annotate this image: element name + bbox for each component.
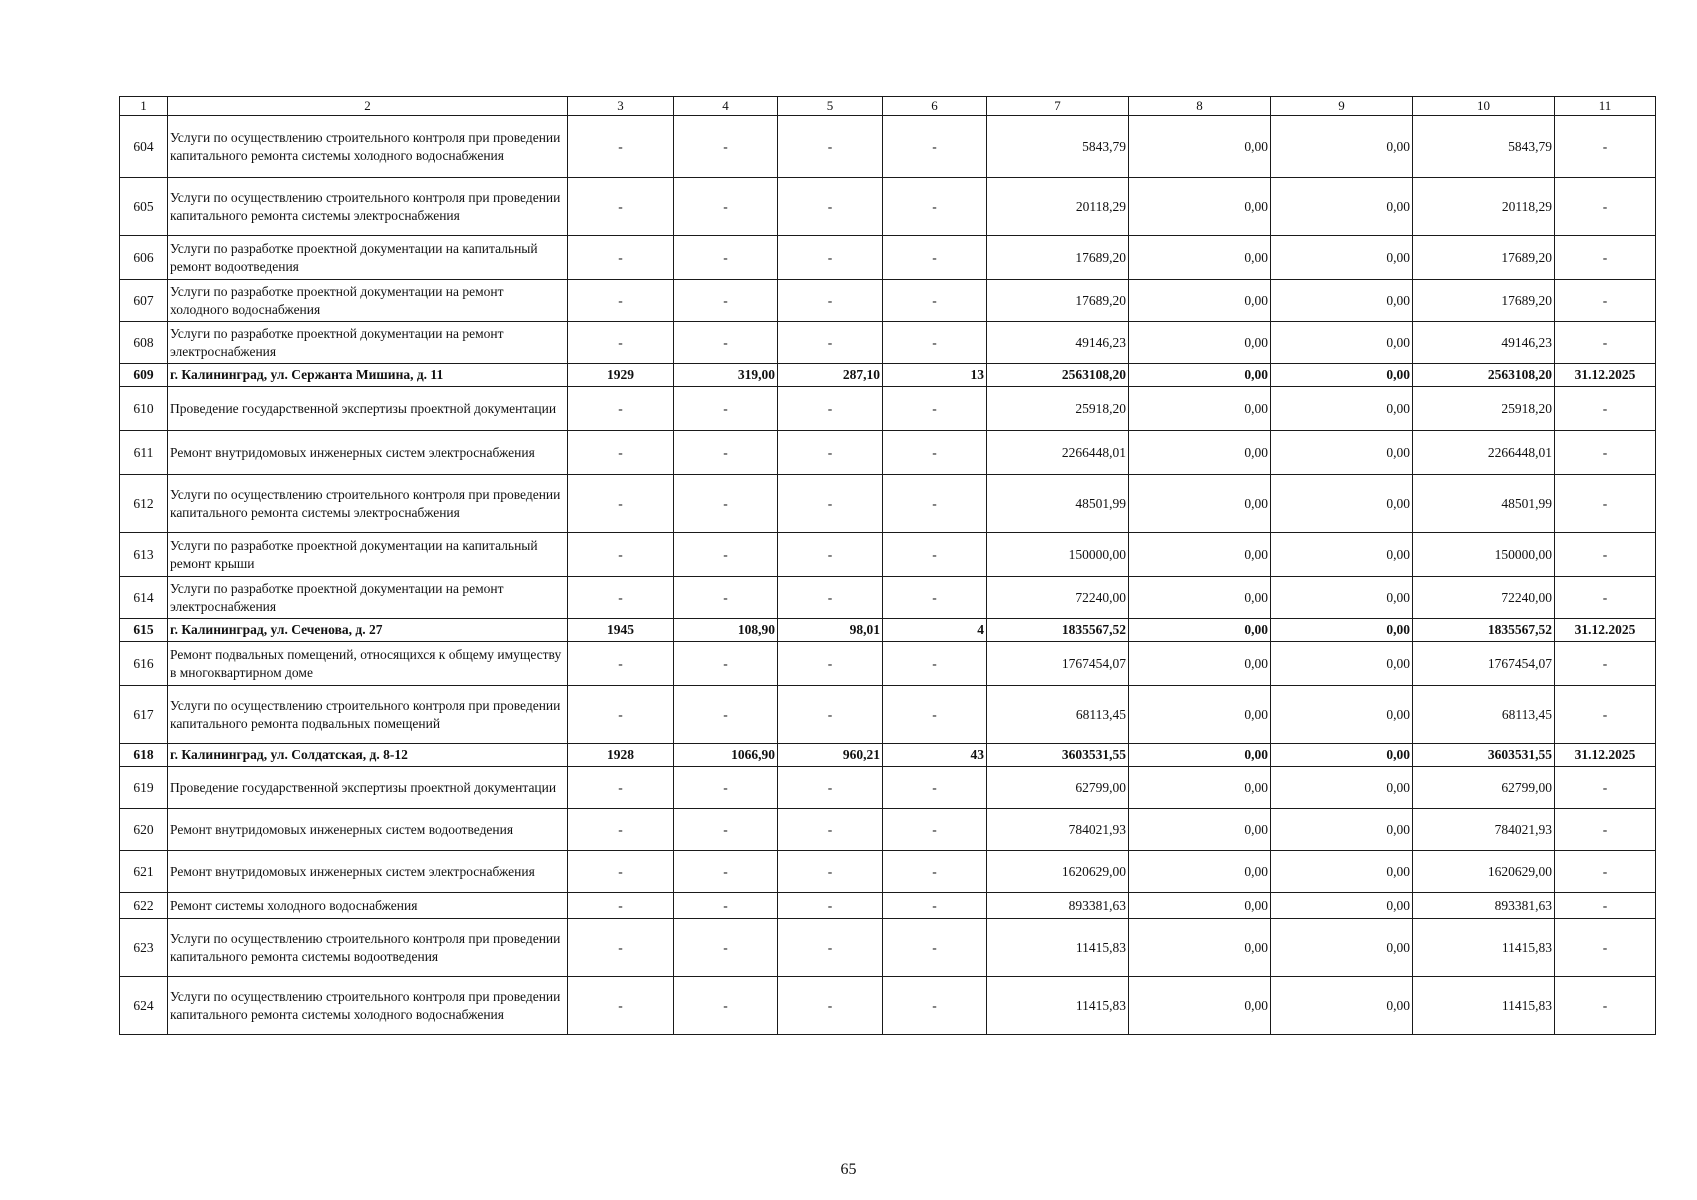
address-cell: г. Калининград, ул. Сержанта Мишина, д. 11: [168, 364, 568, 387]
work-description: Ремонт внутридомовых инженерных систем электроснабжения: [168, 431, 568, 475]
table-row: [120, 280, 1656, 322]
address-cell: г. Калининград, ул. Сеченова, д. 27: [168, 619, 568, 642]
amount-cell: 0,00: [1271, 116, 1413, 178]
dash-cell: -: [778, 767, 883, 809]
dash-cell: -: [883, 116, 987, 178]
amount-cell: 0,00: [1129, 236, 1271, 280]
dash-cell: -: [883, 431, 987, 475]
amount-cell: 893381,63: [1413, 893, 1555, 919]
dash-cell: -: [568, 116, 674, 178]
column-number: 5: [778, 97, 883, 116]
dash-cell: -: [1555, 642, 1656, 686]
row-number: 618: [120, 744, 168, 767]
row-number: 621: [120, 851, 168, 893]
amount-cell: 5843,79: [987, 116, 1129, 178]
amount-cell: 25918,20: [1413, 387, 1555, 431]
amount-cell: 0,00: [1129, 178, 1271, 236]
dash-cell: -: [568, 809, 674, 851]
dash-cell: -: [883, 533, 987, 577]
dash-cell: -: [778, 851, 883, 893]
table-row: [120, 577, 1656, 619]
dash-cell: -: [568, 533, 674, 577]
value-cell: 1066,90: [674, 744, 778, 767]
dash-cell: -: [1555, 686, 1656, 744]
dash-cell: -: [1555, 533, 1656, 577]
amount-cell: 17689,20: [1413, 236, 1555, 280]
table-row: [120, 919, 1656, 977]
dash-cell: -: [1555, 116, 1656, 178]
amount-cell: 0,00: [1129, 475, 1271, 533]
dash-cell: -: [883, 686, 987, 744]
work-description: Услуги по осуществлению строительного контроля при проведении капитального ремонта системы холодного водоснабжения: [168, 116, 568, 178]
amount-cell: 0,00: [1271, 236, 1413, 280]
work-description: Ремонт внутридомовых инженерных систем водоотведения: [168, 809, 568, 851]
row-number: 612: [120, 475, 168, 533]
page-number: 65: [840, 1161, 857, 1178]
table-row: [120, 533, 1656, 577]
address-row: [120, 744, 1656, 767]
address-row: [120, 619, 1656, 642]
dash-cell: -: [568, 919, 674, 977]
dash-cell: -: [674, 116, 778, 178]
dash-cell: -: [568, 686, 674, 744]
dash-cell: -: [674, 809, 778, 851]
amount-cell: 0,00: [1129, 387, 1271, 431]
amount-cell: 17689,20: [1413, 280, 1555, 322]
row-number: 614: [120, 577, 168, 619]
value-cell: 287,10: [778, 364, 883, 387]
dash-cell: -: [674, 977, 778, 1035]
amount-cell: 5843,79: [1413, 116, 1555, 178]
amount-cell: 0,00: [1271, 387, 1413, 431]
amount-cell: 784021,93: [987, 809, 1129, 851]
dash-cell: -: [778, 919, 883, 977]
dash-cell: -: [674, 577, 778, 619]
amount-cell: 62799,00: [987, 767, 1129, 809]
dash-cell: -: [674, 322, 778, 364]
completion-date: 31.12.2025: [1555, 619, 1656, 642]
amount-cell: 0,00: [1271, 475, 1413, 533]
value-cell: 43: [883, 744, 987, 767]
amount-cell: 0,00: [1129, 767, 1271, 809]
amount-cell: 150000,00: [987, 533, 1129, 577]
amount-cell: 0,00: [1271, 744, 1413, 767]
amount-cell: 0,00: [1129, 619, 1271, 642]
table-row: [120, 236, 1656, 280]
amount-cell: 0,00: [1271, 533, 1413, 577]
table-row: [120, 178, 1656, 236]
amount-cell: 893381,63: [987, 893, 1129, 919]
row-number: 624: [120, 977, 168, 1035]
amount-cell: 0,00: [1271, 280, 1413, 322]
amount-cell: 0,00: [1271, 642, 1413, 686]
dash-cell: -: [568, 322, 674, 364]
dash-cell: -: [568, 236, 674, 280]
column-number: 8: [1129, 97, 1271, 116]
work-description: Услуги по осуществлению строительного контроля при проведении капитального ремонта системы водоотведения: [168, 919, 568, 977]
amount-cell: 2563108,20: [987, 364, 1129, 387]
row-number: 615: [120, 619, 168, 642]
amount-cell: 0,00: [1129, 533, 1271, 577]
work-description: Проведение государственной экспертизы проектной документации: [168, 387, 568, 431]
row-number: 606: [120, 236, 168, 280]
address-row: [120, 364, 1656, 387]
dash-cell: -: [1555, 236, 1656, 280]
amount-cell: 20118,29: [987, 178, 1129, 236]
dash-cell: -: [778, 431, 883, 475]
dash-cell: -: [778, 686, 883, 744]
amount-cell: 0,00: [1271, 431, 1413, 475]
table-row: [120, 116, 1656, 178]
dash-cell: -: [883, 809, 987, 851]
dash-cell: -: [568, 280, 674, 322]
dash-cell: -: [1555, 919, 1656, 977]
dash-cell: -: [674, 919, 778, 977]
register-table: [119, 96, 1656, 1035]
work-description: Услуги по разработке проектной документации на ремонт электроснабжения: [168, 577, 568, 619]
column-number: 11: [1555, 97, 1656, 116]
dash-cell: -: [674, 893, 778, 919]
amount-cell: 0,00: [1129, 642, 1271, 686]
amount-cell: 0,00: [1271, 686, 1413, 744]
work-description: Ремонт подвальных помещений, относящихся к общему имуществу в многоквартирном доме: [168, 642, 568, 686]
dash-cell: -: [778, 236, 883, 280]
column-number: 2: [168, 97, 568, 116]
dash-cell: -: [883, 919, 987, 977]
row-number: 620: [120, 809, 168, 851]
dash-cell: -: [674, 642, 778, 686]
amount-cell: 0,00: [1129, 809, 1271, 851]
amount-cell: 17689,20: [987, 236, 1129, 280]
table-row: [120, 322, 1656, 364]
amount-cell: 68113,45: [987, 686, 1129, 744]
amount-cell: 49146,23: [987, 322, 1129, 364]
column-number: 10: [1413, 97, 1555, 116]
row-number: 610: [120, 387, 168, 431]
work-description: Ремонт системы холодного водоснабжения: [168, 893, 568, 919]
dash-cell: -: [568, 387, 674, 431]
amount-cell: 0,00: [1271, 977, 1413, 1035]
dash-cell: -: [568, 767, 674, 809]
amount-cell: 150000,00: [1413, 533, 1555, 577]
year-cell: 1928: [568, 744, 674, 767]
amount-cell: 0,00: [1271, 178, 1413, 236]
dash-cell: -: [778, 280, 883, 322]
table-row: [120, 431, 1656, 475]
dash-cell: -: [778, 322, 883, 364]
amount-cell: 2266448,01: [1413, 431, 1555, 475]
amount-cell: 0,00: [1129, 364, 1271, 387]
table-row: [120, 851, 1656, 893]
dash-cell: -: [883, 767, 987, 809]
dash-cell: -: [674, 280, 778, 322]
dash-cell: -: [883, 642, 987, 686]
dash-cell: -: [778, 475, 883, 533]
work-description: Услуги по разработке проектной документации на ремонт холодного водоснабжения: [168, 280, 568, 322]
dash-cell: -: [778, 642, 883, 686]
amount-cell: 1620629,00: [987, 851, 1129, 893]
dash-cell: -: [568, 851, 674, 893]
dash-cell: -: [778, 387, 883, 431]
amount-cell: 1835567,52: [987, 619, 1129, 642]
year-cell: 1945: [568, 619, 674, 642]
table-row: [120, 642, 1656, 686]
row-number: 622: [120, 893, 168, 919]
dash-cell: -: [674, 236, 778, 280]
amount-cell: 0,00: [1129, 577, 1271, 619]
row-number: 608: [120, 322, 168, 364]
amount-cell: 11415,83: [987, 977, 1129, 1035]
amount-cell: 2563108,20: [1413, 364, 1555, 387]
dash-cell: -: [1555, 809, 1656, 851]
work-description: Услуги по осуществлению строительного контроля при проведении капитального ремонта системы холодного водоснабжения: [168, 977, 568, 1035]
table-row: [120, 475, 1656, 533]
year-cell: 1929: [568, 364, 674, 387]
dash-cell: -: [568, 178, 674, 236]
dash-cell: -: [778, 178, 883, 236]
amount-cell: 784021,93: [1413, 809, 1555, 851]
column-number: 7: [987, 97, 1129, 116]
value-cell: 98,01: [778, 619, 883, 642]
value-cell: 4: [883, 619, 987, 642]
dash-cell: -: [1555, 977, 1656, 1035]
dash-cell: -: [883, 387, 987, 431]
amount-cell: 0,00: [1129, 977, 1271, 1035]
row-number: 609: [120, 364, 168, 387]
dash-cell: -: [883, 977, 987, 1035]
dash-cell: -: [883, 280, 987, 322]
column-number: 4: [674, 97, 778, 116]
dash-cell: -: [1555, 387, 1656, 431]
column-number: 9: [1271, 97, 1413, 116]
dash-cell: -: [674, 178, 778, 236]
work-description: Услуги по разработке проектной документации на ремонт электроснабжения: [168, 322, 568, 364]
amount-cell: 0,00: [1271, 364, 1413, 387]
value-cell: 960,21: [778, 744, 883, 767]
amount-cell: 1835567,52: [1413, 619, 1555, 642]
dash-cell: -: [674, 387, 778, 431]
row-number: 613: [120, 533, 168, 577]
amount-cell: 0,00: [1271, 767, 1413, 809]
dash-cell: -: [883, 475, 987, 533]
dash-cell: -: [674, 431, 778, 475]
dash-cell: -: [674, 767, 778, 809]
work-description: Услуги по разработке проектной документации на капитальный ремонт крыши: [168, 533, 568, 577]
dash-cell: -: [778, 893, 883, 919]
register-table-wrapper: [119, 96, 1656, 1035]
amount-cell: 0,00: [1271, 577, 1413, 619]
amount-cell: 62799,00: [1413, 767, 1555, 809]
value-cell: 13: [883, 364, 987, 387]
amount-cell: 72240,00: [987, 577, 1129, 619]
address-cell: г. Калининград, ул. Солдатская, д. 8-12: [168, 744, 568, 767]
work-description: Проведение государственной экспертизы проектной документации: [168, 767, 568, 809]
dash-cell: -: [883, 178, 987, 236]
work-description: Ремонт внутридомовых инженерных систем электроснабжения: [168, 851, 568, 893]
row-number: 623: [120, 919, 168, 977]
amount-cell: 0,00: [1271, 919, 1413, 977]
work-description: Услуги по осуществлению строительного контроля при проведении капитального ремонта системы электроснабжения: [168, 475, 568, 533]
amount-cell: 48501,99: [987, 475, 1129, 533]
dash-cell: -: [1555, 475, 1656, 533]
amount-cell: 0,00: [1129, 919, 1271, 977]
column-number: 6: [883, 97, 987, 116]
amount-cell: 49146,23: [1413, 322, 1555, 364]
dash-cell: -: [1555, 767, 1656, 809]
work-description: Услуги по осуществлению строительного контроля при проведении капитального ремонта подвальных помещений: [168, 686, 568, 744]
amount-cell: 0,00: [1271, 322, 1413, 364]
amount-cell: 1767454,07: [987, 642, 1129, 686]
amount-cell: 0,00: [1129, 116, 1271, 178]
amount-cell: 11415,83: [1413, 977, 1555, 1035]
dash-cell: -: [568, 893, 674, 919]
amount-cell: 3603531,55: [1413, 744, 1555, 767]
dash-cell: -: [674, 533, 778, 577]
table-row: [120, 809, 1656, 851]
completion-date: 31.12.2025: [1555, 364, 1656, 387]
amount-cell: 0,00: [1271, 851, 1413, 893]
dash-cell: -: [1555, 431, 1656, 475]
amount-cell: 72240,00: [1413, 577, 1555, 619]
table-row: [120, 977, 1656, 1035]
amount-cell: 17689,20: [987, 280, 1129, 322]
dash-cell: -: [778, 577, 883, 619]
dash-cell: -: [568, 642, 674, 686]
dash-cell: -: [883, 893, 987, 919]
amount-cell: 1620629,00: [1413, 851, 1555, 893]
dash-cell: -: [1555, 893, 1656, 919]
amount-cell: 0,00: [1129, 744, 1271, 767]
dash-cell: -: [883, 577, 987, 619]
row-number: 617: [120, 686, 168, 744]
amount-cell: 0,00: [1129, 893, 1271, 919]
dash-cell: -: [778, 809, 883, 851]
row-number: 605: [120, 178, 168, 236]
row-number: 611: [120, 431, 168, 475]
amount-cell: 0,00: [1129, 280, 1271, 322]
amount-cell: 0,00: [1129, 322, 1271, 364]
work-description: Услуги по осуществлению строительного контроля при проведении капитального ремонта системы электроснабжения: [168, 178, 568, 236]
dash-cell: -: [778, 116, 883, 178]
amount-cell: 0,00: [1271, 809, 1413, 851]
row-number: 604: [120, 116, 168, 178]
amount-cell: 25918,20: [987, 387, 1129, 431]
amount-cell: 68113,45: [1413, 686, 1555, 744]
column-number: 1: [120, 97, 168, 116]
amount-cell: 0,00: [1129, 686, 1271, 744]
amount-cell: 11415,83: [1413, 919, 1555, 977]
dash-cell: -: [674, 851, 778, 893]
dash-cell: -: [778, 533, 883, 577]
dash-cell: -: [674, 475, 778, 533]
dash-cell: -: [1555, 280, 1656, 322]
row-number: 616: [120, 642, 168, 686]
dash-cell: -: [1555, 322, 1656, 364]
amount-cell: 0,00: [1129, 431, 1271, 475]
amount-cell: 20118,29: [1413, 178, 1555, 236]
dash-cell: -: [1555, 178, 1656, 236]
dash-cell: -: [1555, 577, 1656, 619]
table-row: [120, 767, 1656, 809]
table-row: [120, 686, 1656, 744]
dash-cell: -: [883, 851, 987, 893]
dash-cell: -: [883, 236, 987, 280]
dash-cell: -: [1555, 851, 1656, 893]
amount-cell: 48501,99: [1413, 475, 1555, 533]
dash-cell: -: [778, 977, 883, 1035]
dash-cell: -: [568, 431, 674, 475]
amount-cell: 0,00: [1129, 851, 1271, 893]
dash-cell: -: [568, 977, 674, 1035]
completion-date: 31.12.2025: [1555, 744, 1656, 767]
amount-cell: 3603531,55: [987, 744, 1129, 767]
column-number: 3: [568, 97, 674, 116]
amount-cell: 1767454,07: [1413, 642, 1555, 686]
dash-cell: -: [674, 686, 778, 744]
amount-cell: 2266448,01: [987, 431, 1129, 475]
amount-cell: 0,00: [1271, 893, 1413, 919]
amount-cell: 0,00: [1271, 619, 1413, 642]
dash-cell: -: [568, 577, 674, 619]
table-row: [120, 387, 1656, 431]
dash-cell: -: [883, 322, 987, 364]
value-cell: 319,00: [674, 364, 778, 387]
value-cell: 108,90: [674, 619, 778, 642]
row-number: 607: [120, 280, 168, 322]
row-number: 619: [120, 767, 168, 809]
dash-cell: -: [568, 475, 674, 533]
work-description: Услуги по разработке проектной документации на капитальный ремонт водоотведения: [168, 236, 568, 280]
table-row: [120, 893, 1656, 919]
column-number-row: [120, 97, 1656, 116]
amount-cell: 11415,83: [987, 919, 1129, 977]
